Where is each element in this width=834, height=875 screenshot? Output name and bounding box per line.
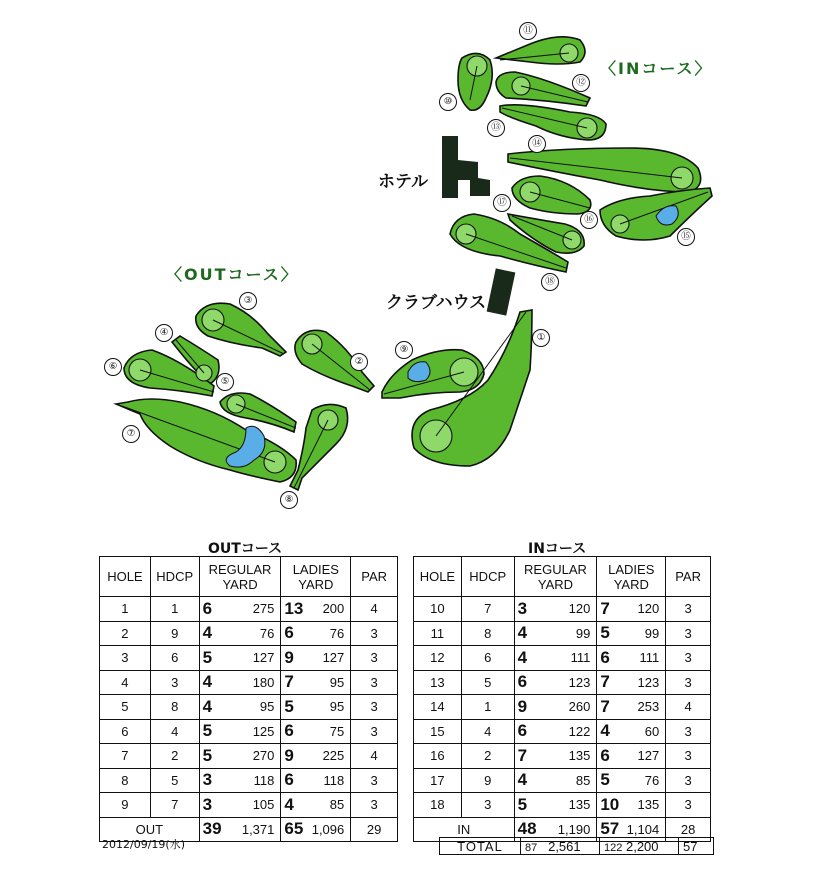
hole-cell: 4 <box>100 670 151 695</box>
ladies-yard-index: 10 <box>600 794 620 814</box>
table-row <box>414 719 711 744</box>
clubhouse-building <box>487 268 516 315</box>
table-row <box>414 768 711 793</box>
table-row <box>414 695 711 720</box>
hole-cell: 3 <box>100 646 151 671</box>
hdcp-cell: 6 <box>150 646 199 671</box>
col-header-hdcp: HDCP <box>461 557 514 597</box>
ladies-yard-cell <box>281 695 351 720</box>
ladies-yard-index: 5 <box>284 696 294 716</box>
regular-yard-index: 6 <box>202 598 213 618</box>
hdcp-cell: 7 <box>461 597 514 622</box>
par-cell: 4 <box>351 744 398 769</box>
hotel-building <box>442 136 490 198</box>
table-row <box>100 744 398 769</box>
ladies-yard-value: 253 <box>637 699 660 715</box>
hole-cell: 16 <box>414 744 462 769</box>
hole-cell: 9 <box>100 793 151 818</box>
regular-yard-value: 127 <box>252 650 275 666</box>
out-course-title: 〈OUTコース〉 <box>166 265 299 284</box>
hdcp-cell: 4 <box>150 719 199 744</box>
ladies-yard-cell <box>281 793 351 818</box>
in-scorecard-table <box>413 556 711 842</box>
par-cell: 3 <box>351 646 398 671</box>
regular-yard-index: 4 <box>517 623 528 643</box>
ladies-yard-value: 120 <box>637 601 660 617</box>
hole-marker-10: ⑩ <box>439 93 457 111</box>
col-header-par: PAR <box>351 557 398 597</box>
hole-cell: 6 <box>100 719 151 744</box>
hole-cell: 7 <box>100 744 151 769</box>
regular-yard-index: 5 <box>202 721 213 741</box>
regular-yard-cell <box>199 768 281 793</box>
regular-yard-index: 3 <box>202 770 213 790</box>
hole-marker-14: ⑭ <box>528 135 546 153</box>
regular-yard-index: 5 <box>202 745 213 765</box>
hole-cell: 13 <box>414 670 462 695</box>
regular-yard-value: 85 <box>575 772 591 788</box>
hdcp-cell: 9 <box>150 621 199 646</box>
table-row <box>100 793 398 818</box>
hole-marker-4: ④ <box>155 324 173 342</box>
ladies-yard-index: 6 <box>284 721 294 741</box>
hole-cell: 1 <box>100 597 151 622</box>
par-cell: 4 <box>666 695 711 720</box>
col-header-regular-yard: REGULAR YARD <box>199 557 281 597</box>
table-row <box>100 670 398 695</box>
par-cell: 3 <box>666 793 711 818</box>
ladies-yard-cell <box>281 621 351 646</box>
ladies-yard-value: 123 <box>637 674 660 690</box>
ladies-yard-cell <box>281 670 351 695</box>
regular-yard-value: 270 <box>252 748 275 764</box>
regular-yard-cell <box>199 719 281 744</box>
ladies-yard-value: 118 <box>323 772 345 788</box>
ladies-yard-cell <box>281 744 351 769</box>
ladies-yard-cell <box>597 793 666 818</box>
table-row <box>100 621 398 646</box>
ladies-yard-cell <box>597 695 666 720</box>
grand-total-table <box>439 837 714 855</box>
regular-yard-cell <box>514 719 597 744</box>
ladies-yard-index: 4 <box>284 794 294 814</box>
hole-marker-2: ② <box>350 353 368 371</box>
in-table-title: INコース <box>528 541 587 557</box>
hdcp-cell: 9 <box>461 768 514 793</box>
hole-marker-18: ⑱ <box>541 273 559 291</box>
hole-marker-12: ⑫ <box>572 74 590 92</box>
par-cell: 3 <box>351 768 398 793</box>
ladies-yard-cell <box>281 646 351 671</box>
ladies-yard-index: 6 <box>284 770 294 790</box>
table-row <box>100 768 398 793</box>
regular-yard-index: 4 <box>202 672 213 692</box>
ladies-yard-cell <box>281 597 351 622</box>
regular-yard-value: 120 <box>568 601 591 617</box>
ladies-yard-value: 60 <box>644 723 660 739</box>
col-header-hdcp: HDCP <box>150 557 199 597</box>
par-cell: 3 <box>666 621 711 646</box>
ladies-yard-value: 85 <box>329 797 345 813</box>
regular-yard-cell <box>199 670 281 695</box>
hdcp-cell: 1 <box>150 597 199 622</box>
regular-yard-index: 4 <box>517 770 528 790</box>
par-cell: 3 <box>666 646 711 671</box>
ladies-yard-value: 76 <box>329 625 345 641</box>
grand-total-reg-big: 87 <box>525 841 538 854</box>
regular-yard-cell <box>199 695 281 720</box>
par-cell: 3 <box>666 768 711 793</box>
regular-yard-index: 39 <box>202 819 222 839</box>
hole-cell: 8 <box>100 768 151 793</box>
hole-marker-17: ⑰ <box>493 194 511 212</box>
hdcp-cell: 3 <box>150 670 199 695</box>
regular-yard-value: 95 <box>259 699 275 715</box>
total-label: OUT <box>100 817 200 842</box>
hdcp-cell: 3 <box>461 793 514 818</box>
hdcp-cell: 5 <box>150 768 199 793</box>
ladies-yard-cell <box>597 621 666 646</box>
regular-yard-index: 4 <box>517 647 528 667</box>
hdcp-cell: 6 <box>461 646 514 671</box>
table-row <box>100 597 398 622</box>
regular-yard-cell <box>514 695 597 720</box>
regular-yard-cell <box>514 597 597 622</box>
ladies-yard-index: 7 <box>600 598 610 618</box>
regular-yard-index: 48 <box>517 819 537 839</box>
ladies-yard-cell <box>597 597 666 622</box>
hdcp-cell: 1 <box>461 695 514 720</box>
ladies-yard-index: 5 <box>600 623 610 643</box>
regular-yard-value: 111 <box>570 650 591 666</box>
ladies-yard-index: 5 <box>600 770 610 790</box>
ladies-yard-index: 6 <box>600 647 610 667</box>
ladies-yard-value: 95 <box>329 674 345 690</box>
regular-yard-cell <box>199 597 281 622</box>
par-cell: 3 <box>666 744 711 769</box>
grand-total-ladies <box>600 838 679 855</box>
table-row <box>100 695 398 720</box>
grand-total-lad: 2,200 <box>625 838 659 854</box>
regular-yard-cell <box>514 793 597 818</box>
ladies-yard-value: 225 <box>322 748 345 764</box>
grand-total-reg: 2,561 <box>548 838 581 854</box>
hole-cell: 5 <box>100 695 151 720</box>
ladies-yard-index: 9 <box>284 647 294 667</box>
par-cell: 28 <box>666 817 711 842</box>
table-row <box>414 597 711 622</box>
table-row <box>414 793 711 818</box>
regular-yard-value: 180 <box>252 674 275 690</box>
regular-yard-value: 125 <box>252 723 275 739</box>
ladies-yard-index: 65 <box>284 819 304 839</box>
regular-yard-index: 3 <box>202 794 213 814</box>
regular-yard-index: 9 <box>517 696 528 716</box>
hole-marker-13: ⑬ <box>487 119 505 137</box>
hole-marker-6: ⑥ <box>104 358 122 376</box>
regular-yard-value: 105 <box>252 797 275 813</box>
table-row <box>414 646 711 671</box>
grand-total-regular <box>521 838 600 855</box>
ladies-yard-index: 7 <box>600 696 610 716</box>
col-header-hole: HOLE <box>414 557 462 597</box>
hole-marker-1: ① <box>532 329 550 347</box>
regular-yard-cell <box>199 793 281 818</box>
hdcp-cell: 2 <box>150 744 199 769</box>
total-label: IN <box>414 817 515 842</box>
hole-cell: 2 <box>100 621 151 646</box>
ladies-yard-value: 127 <box>637 748 660 764</box>
ladies-yard-cell <box>597 646 666 671</box>
ladies-yard-index: 13 <box>284 598 304 618</box>
regular-yard-value: 135 <box>568 748 591 764</box>
regular-yard-cell <box>514 621 597 646</box>
regular-yard-cell <box>199 621 281 646</box>
ladies-yard-value: 1,104 <box>626 821 660 837</box>
regular-yard-value: 1,371 <box>241 821 275 837</box>
ladies-yard-index: 7 <box>600 672 610 692</box>
ladies-yard-cell <box>281 719 351 744</box>
regular-yard-value: 122 <box>568 723 591 739</box>
ladies-yard-cell <box>597 719 666 744</box>
in-course-title: 〈INコース〉 <box>600 59 713 78</box>
hotel-label: ホテル <box>378 172 429 192</box>
hole-cell: 18 <box>414 793 462 818</box>
regular-yard-cell <box>199 817 281 842</box>
hole-cell: 12 <box>414 646 462 671</box>
par-cell: 3 <box>666 670 711 695</box>
regular-yard-index: 7 <box>517 745 528 765</box>
ladies-yard-index: 7 <box>284 672 294 692</box>
par-cell: 3 <box>351 621 398 646</box>
regular-yard-cell <box>199 744 281 769</box>
hole-cell: 17 <box>414 768 462 793</box>
regular-yard-value: 76 <box>259 625 275 641</box>
par-cell: 29 <box>351 817 398 842</box>
hole-marker-9: ⑨ <box>395 341 413 359</box>
regular-yard-index: 3 <box>517 598 528 618</box>
regular-yard-cell <box>514 670 597 695</box>
regular-yard-value: 99 <box>575 625 591 641</box>
regular-yard-value: 123 <box>568 674 591 690</box>
regular-yard-value: 135 <box>568 797 591 813</box>
ladies-yard-value: 200 <box>322 601 345 617</box>
regular-yard-index: 5 <box>202 647 213 667</box>
hole-marker-5: ⑤ <box>216 373 234 391</box>
col-header-par: PAR <box>666 557 711 597</box>
regular-yard-value: 1,190 <box>557 821 591 837</box>
grand-total-lad-big: 122 <box>604 841 623 854</box>
grand-total-par: 57 <box>679 838 714 855</box>
hole-cell: 14 <box>414 695 462 720</box>
regular-yard-value: 118 <box>253 772 275 788</box>
ladies-yard-cell <box>597 670 666 695</box>
ladies-yard-cell <box>281 768 351 793</box>
regular-yard-value: 275 <box>252 601 275 617</box>
ladies-yard-index: 6 <box>284 623 294 643</box>
hdcp-cell: 7 <box>150 793 199 818</box>
regular-yard-index: 6 <box>517 721 528 741</box>
par-cell: 3 <box>351 793 398 818</box>
col-header-ladies-yard: LADIES YARD <box>597 557 666 597</box>
table-row <box>414 744 711 769</box>
par-cell: 3 <box>351 695 398 720</box>
ladies-yard-index: 9 <box>284 745 294 765</box>
table-row <box>100 646 398 671</box>
col-header-regular-yard: REGULAR YARD <box>514 557 597 597</box>
hole-cell: 10 <box>414 597 462 622</box>
ladies-yard-value: 1,096 <box>311 821 345 837</box>
par-cell: 3 <box>351 670 398 695</box>
ladies-yard-value: 76 <box>644 772 660 788</box>
par-cell: 4 <box>351 597 398 622</box>
regular-yard-index: 5 <box>517 794 528 814</box>
table-row <box>414 621 711 646</box>
regular-yard-index: 4 <box>202 696 213 716</box>
hole-cell: 15 <box>414 719 462 744</box>
par-cell: 3 <box>666 719 711 744</box>
grand-total-label: TOTAL <box>440 838 521 855</box>
hole-marker-11: ⑪ <box>519 22 537 40</box>
par-cell: 3 <box>666 597 711 622</box>
hdcp-cell: 8 <box>150 695 199 720</box>
ladies-yard-value: 99 <box>644 625 660 641</box>
hdcp-cell: 2 <box>461 744 514 769</box>
ladies-yard-value: 111 <box>639 650 660 666</box>
table-row <box>100 719 398 744</box>
ladies-yard-value: 95 <box>329 699 345 715</box>
out-scorecard-table <box>99 556 398 842</box>
hole-marker-3: ③ <box>239 292 257 310</box>
ladies-yard-value: 135 <box>637 797 660 813</box>
ladies-yard-value: 75 <box>329 723 345 739</box>
hole-marker-7: ⑦ <box>122 425 140 443</box>
print-date: 2012/09/19(水) <box>102 838 185 851</box>
hole-marker-16: ⑯ <box>580 211 598 229</box>
out-table-title: OUTコース <box>208 541 283 557</box>
ladies-yard-cell <box>281 817 351 842</box>
hdcp-cell: 4 <box>461 719 514 744</box>
regular-yard-index: 6 <box>517 672 528 692</box>
regular-yard-index: 4 <box>202 623 213 643</box>
hole-marker-8: ⑧ <box>280 491 298 509</box>
hdcp-cell: 5 <box>461 670 514 695</box>
hdcp-cell: 8 <box>461 621 514 646</box>
clubhouse-label: クラブハウス <box>386 293 487 313</box>
regular-yard-cell <box>514 646 597 671</box>
col-header-ladies-yard: LADIES YARD <box>281 557 351 597</box>
regular-yard-cell <box>199 646 281 671</box>
par-cell: 3 <box>351 719 398 744</box>
regular-yard-cell <box>514 744 597 769</box>
ladies-yard-index: 6 <box>600 745 610 765</box>
ladies-yard-index: 4 <box>600 721 610 741</box>
col-header-hole: HOLE <box>100 557 151 597</box>
ladies-yard-index: 57 <box>600 819 620 839</box>
table-row <box>414 670 711 695</box>
regular-yard-cell <box>514 768 597 793</box>
hole-cell: 11 <box>414 621 462 646</box>
ladies-yard-value: 127 <box>322 650 345 666</box>
ladies-yard-cell <box>597 768 666 793</box>
regular-yard-value: 260 <box>568 699 591 715</box>
ladies-yard-cell <box>597 744 666 769</box>
hole-marker-15: ⑮ <box>677 228 695 246</box>
